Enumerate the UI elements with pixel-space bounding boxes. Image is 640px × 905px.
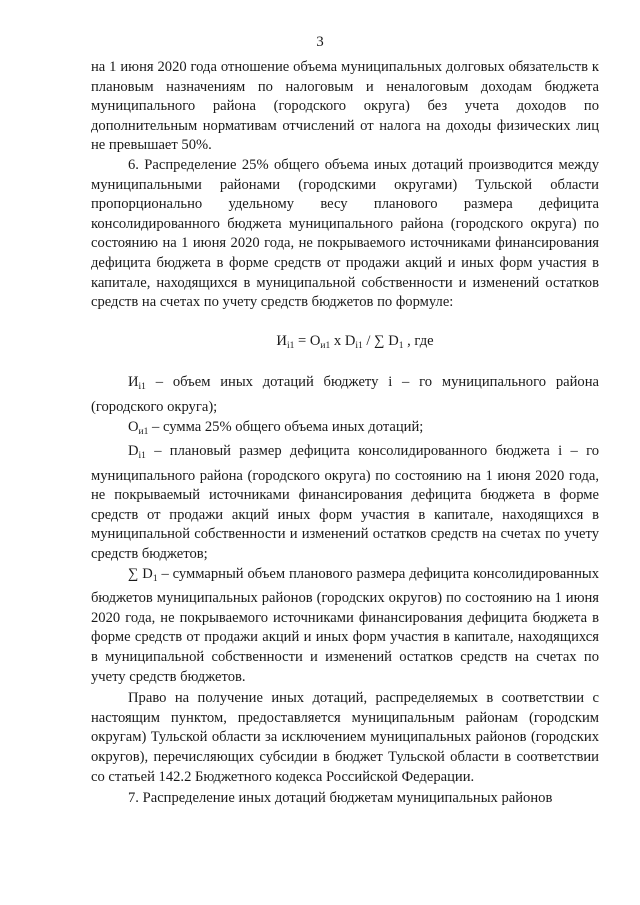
definition-sum	[91, 565, 599, 688]
formula-o-subscript: и1	[320, 340, 331, 351]
page-number: 3	[316, 34, 324, 50]
definition-o-symbol: О	[128, 418, 139, 435]
definition-i-symbol: И	[128, 374, 139, 391]
definition-sum-text: – суммарный объем планового размера дефицита консолидированных бюджетов муниципальных районов (городских округов) по состоянию на 1 июня 2020 года, не покрываемого источниками финансирования дефицита бюджета в форме средств от продажи акций и иных форм участия в капитале, находящихся в муниципальной собственности и изменений остатков средств на счетах по учету средств бюджетов.	[91, 565, 599, 685]
definition-o-text: – сумма 25% общего объема иных дотаций;	[148, 418, 424, 435]
definition-i-text: – объем иных дотаций бюджету i – го муниципального района (городского округа);	[91, 374, 599, 415]
definition-i-subscript: i1	[138, 382, 146, 393]
formula-tail: , где	[403, 332, 434, 349]
paragraph-7: 7. Распределение иных дотаций бюджетам муниципальных районов	[128, 790, 553, 807]
definition-o-subscript: и1	[138, 426, 149, 437]
definition-sum-symbol: ∑ D	[128, 565, 153, 582]
definition-d-text: – плановый размер дефицита консолидированного бюджета i – го муниципального района (городского округа) по состоянию на 1 июня 2020 года, не покрываемый источниками финансирования дефицита бюджета в форме средств от продажи акций иных форм участия в капитале, находящихся в муниципальной собственности и изменений остатков средств на счетах по учету средств бюджетов;	[91, 443, 599, 563]
definition-d	[91, 442, 599, 565]
definition-sum-subscript: 1	[152, 573, 158, 584]
formula-lhs-subscript: i1	[286, 340, 295, 351]
formula-times: x	[330, 332, 345, 349]
definition-d-symbol: D	[128, 443, 139, 460]
formula	[91, 332, 599, 357]
formula-d: D	[344, 332, 356, 349]
formula-d-total-subscript: 1	[398, 340, 404, 351]
definition-i	[91, 373, 599, 417]
formula-equals: =	[294, 332, 310, 349]
formula-o: О	[309, 332, 321, 349]
definition-d-subscript: i1	[138, 451, 146, 462]
paragraph-continuation: на 1 июня 2020 года отношение объема муниципальных долговых обязательств к плановым назначениям по налоговым и неналоговым доходам бюджета муниципального района (городского округа) без учета доходов по дополнительным нормативам отчислений от налога на доходы физических лиц не превышает 50%.	[91, 59, 599, 154]
definition-o	[91, 418, 599, 443]
paragraph-right-to-receive: Право на получение иных дотаций, распределяемых в соответствии с настоящим пунктом, предоставляется муниципальным районам (городским округам) Тульской области за исключением муниципальных районов (городских округов), перечисляющих субсидии в бюджет Тульской области в соответствии со статьей 142.2 Бюджетного кодекса Российской Федерации.	[91, 690, 599, 785]
document-body	[91, 58, 599, 809]
formula-lhs: И	[276, 332, 287, 349]
paragraph-6: 6. Распределение 25% общего объема иных дотаций производится между муниципальными районами (городскими округами) Тульской области пропорционально удельному весу планового размера дефицита консолидированного бюджета муниципального района (городского округа) по состоянию на 1 июня 2020 года, не покрываемого источниками финансирования дефицита бюджета в форме средств от продажи акций и иных форм участия в капитале, находящихся в муниципальной собственности и изменений остатков средств на счетах по учету средств бюджетов по формуле:	[91, 156, 599, 311]
formula-divide-sum: / ∑	[362, 332, 389, 349]
formula-d-total: D	[388, 332, 399, 349]
formula-d-subscript: i1	[355, 340, 363, 351]
